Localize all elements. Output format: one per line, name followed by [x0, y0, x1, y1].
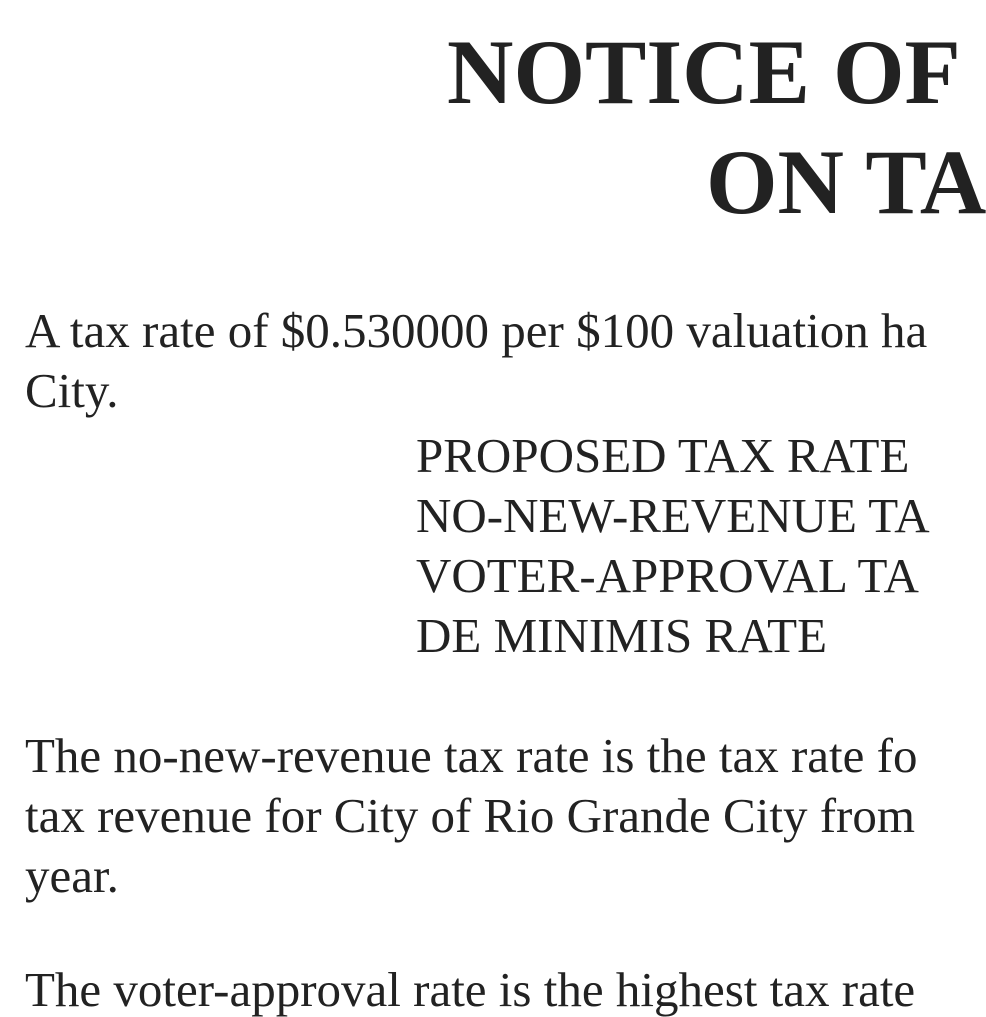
no-new-revenue-paragraph-line-3: year.: [25, 848, 119, 903]
notice-title-line-2: ON TA: [706, 131, 986, 233]
no-new-revenue-paragraph-line-2: tax revenue for City of Rio Grande City from: [25, 788, 915, 843]
intro-paragraph-line-1: A tax rate of $0.530000 per $100 valuation ha: [25, 303, 928, 358]
notice-title-line-1: NOTICE OF: [447, 21, 961, 123]
voter-approval-paragraph-line-1: The voter-approval rate is the highest tax rate: [25, 962, 916, 1017]
intro-paragraph-line-2: City.: [25, 363, 119, 418]
no-new-revenue-paragraph-line-1: The no-new-revenue tax rate is the tax rate fo: [25, 728, 918, 783]
proposed-tax-rate-label: PROPOSED TAX RATE: [416, 428, 910, 483]
voter-approval-rate-label: VOTER-APPROVAL TA: [416, 548, 919, 603]
de-minimis-rate-label: DE MINIMIS RATE: [416, 608, 828, 663]
no-new-revenue-rate-label: NO-NEW-REVENUE TA: [416, 488, 930, 543]
